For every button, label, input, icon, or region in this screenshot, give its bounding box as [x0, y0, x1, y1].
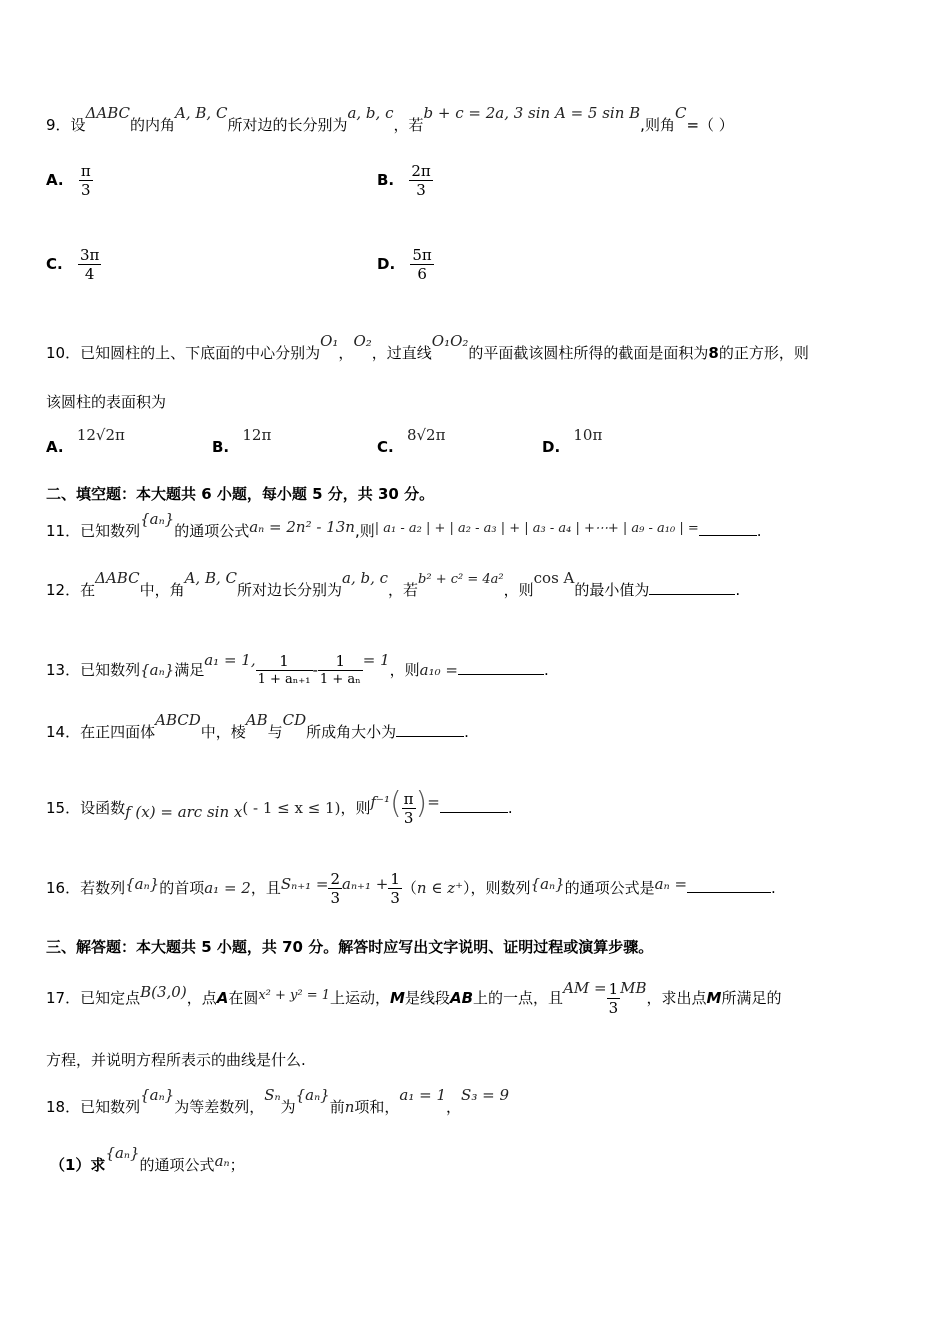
- math-angles: A, B, C: [184, 569, 237, 587]
- text: .: [756, 522, 762, 540]
- text: 在正四面体: [80, 723, 156, 741]
- answer-blank[interactable]: [396, 736, 464, 737]
- math-sides: a, b, c: [347, 104, 394, 122]
- numerator: 2π: [411, 162, 431, 180]
- text: （: [401, 879, 417, 897]
- question-18: [46, 1086, 910, 1117]
- bold-point: M: [390, 989, 405, 1007]
- math-sequence: {aₙ}: [105, 1144, 140, 1162]
- question-15: [46, 782, 910, 826]
- numerator: 1: [608, 980, 619, 998]
- math-condition: b + c = 2a, 3 sin A = 5 sin B: [423, 104, 641, 122]
- math-n: n: [344, 1098, 355, 1116]
- math-ratio: AM =: [563, 979, 607, 997]
- text: 中，角: [139, 581, 185, 599]
- question-10-line-2: [46, 392, 910, 412]
- option-label: C.: [46, 255, 63, 273]
- option-d[interactable]: [542, 426, 603, 456]
- question-number: 9．: [46, 116, 71, 134]
- text: 已知定点: [80, 989, 141, 1007]
- fraction: [79, 162, 93, 199]
- math-a10: a₁₀ =: [419, 661, 458, 679]
- math-mb: MB: [620, 979, 647, 997]
- option-label: B.: [212, 438, 230, 456]
- question-10: [46, 332, 910, 363]
- text: 的通项公式: [174, 522, 250, 540]
- text: 上的一点，且: [473, 989, 564, 1007]
- text: 设: [70, 116, 86, 134]
- text: ；: [229, 1156, 245, 1174]
- question-number: 17．: [46, 989, 81, 1007]
- text: 的内角: [130, 116, 176, 134]
- question-number: 13．: [46, 661, 81, 679]
- section-heading-solutions: 三、解答题：本大题共 5 小题，共 70 分。解答时应写出文字说明、证明过程或演算步骤。: [46, 938, 654, 956]
- math-domain: n ∈ z⁺: [416, 879, 464, 897]
- text: 已知数列: [80, 522, 141, 540]
- math-s3: S₃ = 9: [461, 1086, 509, 1104]
- text: .: [735, 581, 741, 599]
- numerator: 1: [390, 870, 400, 888]
- denominator: 3: [80, 181, 91, 199]
- math-sequence: {aₙ}: [140, 1086, 175, 1104]
- section-heading-fill-in: 二、填空题：本大题共 6 小题，每小题 5 分，共 30 分。: [46, 485, 435, 503]
- math-edge-ab: AB: [245, 711, 268, 729]
- denominator: 3: [330, 889, 341, 907]
- answer-blank[interactable]: [440, 812, 508, 813]
- text: .: [771, 879, 776, 897]
- math-sn: Sₙ: [264, 1086, 281, 1104]
- math-domain: ( - 1 ≤ x ≤ 1): [242, 799, 341, 817]
- text: 为: [280, 1098, 296, 1116]
- text: 已知数列: [80, 1098, 141, 1116]
- option-a[interactable]: [46, 162, 93, 199]
- denominator: 3: [390, 889, 400, 907]
- question-13: [46, 650, 910, 690]
- answer-blank[interactable]: [649, 594, 735, 595]
- question-17-line-2: [46, 1050, 910, 1070]
- denominator: 3: [608, 999, 619, 1017]
- denominator: 3: [403, 809, 414, 827]
- option-b[interactable]: [212, 426, 272, 456]
- text: ，: [446, 1098, 462, 1116]
- text: 是线段: [404, 989, 450, 1007]
- question-9: [46, 104, 910, 135]
- text: 满足: [174, 661, 205, 679]
- fraction: [607, 980, 621, 1017]
- math-equals: = 1: [362, 651, 390, 669]
- denominator: 4: [84, 265, 95, 283]
- text: ，若: [388, 581, 419, 599]
- math-point-b: B(3,0): [140, 983, 187, 1001]
- math-an: aₙ =: [654, 875, 688, 893]
- text: ，若: [393, 116, 424, 134]
- text: 设函数: [80, 799, 126, 817]
- option-label: C.: [377, 438, 394, 456]
- text: 该圆柱的表面积为: [46, 393, 167, 411]
- math-angles: A, B, C: [175, 104, 228, 122]
- math-o2: O₂: [353, 332, 372, 350]
- question-11: [46, 510, 910, 543]
- question-number: 14．: [46, 723, 81, 741]
- math-condition: b² + c² = 4a²: [418, 572, 504, 587]
- text: .: [464, 723, 469, 741]
- denominator: 3: [416, 181, 426, 199]
- text: 为等差数列，: [174, 1098, 265, 1116]
- denominator: 1 + aₙ₊₁: [257, 672, 311, 687]
- question-12: [46, 569, 910, 602]
- text: 的平面截该圆柱所得的截面是面积为: [468, 344, 709, 362]
- text: ，过直线: [371, 344, 432, 362]
- option-c[interactable]: [377, 426, 446, 456]
- text: 所对边的长分别为: [227, 116, 348, 134]
- text: 的首项: [159, 879, 205, 897]
- option-b[interactable]: [377, 162, 433, 199]
- text: ，点: [186, 989, 217, 1007]
- math-equals: =: [427, 793, 440, 811]
- text: 的通项公式是: [564, 879, 655, 897]
- bold-point: A: [216, 989, 229, 1007]
- math-cos: cos A: [533, 569, 575, 587]
- text: ,则角: [640, 116, 675, 134]
- text: 若数列: [80, 879, 126, 897]
- text: 所对边长分别为: [236, 581, 342, 599]
- numerator: 1: [256, 652, 313, 671]
- text: ，则: [389, 661, 420, 679]
- text: 中，棱: [200, 723, 246, 741]
- fraction: [409, 162, 432, 199]
- denominator: 1 + aₙ: [319, 672, 361, 687]
- math-triangle: ΔABC: [85, 104, 131, 122]
- text: 的最小值为: [574, 581, 650, 599]
- text: 项和，: [354, 1098, 400, 1116]
- paren-right-icon: ): [415, 786, 428, 821]
- option-value: 12√2π: [76, 426, 125, 444]
- math-inverse: f⁻¹: [370, 793, 390, 811]
- question-number: 16．: [46, 879, 81, 897]
- math-function: f (x) = arc sin x: [125, 803, 243, 821]
- text: 的通项公式: [139, 1156, 215, 1174]
- numerator: π: [403, 790, 414, 808]
- question-number: 15．: [46, 799, 81, 817]
- option-label: D.: [377, 255, 396, 273]
- question-16: [46, 866, 910, 910]
- math-sequence: {aₙ}: [125, 875, 160, 893]
- math-an: aₙ: [214, 1152, 230, 1170]
- math-line: O₁O₂: [431, 332, 469, 350]
- answer-blank[interactable]: [699, 535, 757, 536]
- math-triangle: ΔABC: [95, 569, 140, 587]
- question-number: 11．: [46, 522, 81, 540]
- fraction: [410, 246, 433, 283]
- text: .: [507, 799, 513, 817]
- numerator: 2: [330, 870, 341, 888]
- math-o1: O₁: [320, 332, 339, 350]
- text: ，则: [340, 799, 371, 817]
- answer-blank[interactable]: [687, 892, 771, 893]
- bold-segment: AB: [450, 989, 474, 1007]
- math-tetrahedron: ABCD: [155, 711, 201, 729]
- question-14: [46, 711, 910, 742]
- math-formula: aₙ = 2n² - 13n: [249, 518, 355, 536]
- text: 上运动，: [330, 989, 391, 1007]
- text: ，则: [503, 581, 534, 599]
- numerator: π: [80, 162, 91, 180]
- bold-number: 8: [708, 344, 719, 362]
- option-d[interactable]: [377, 246, 434, 283]
- text: .: [543, 661, 549, 679]
- math-sequence: {aₙ}: [140, 510, 175, 528]
- text: =（ ）: [686, 116, 734, 134]
- option-c[interactable]: [46, 246, 101, 283]
- option-value: 8√2π: [406, 426, 446, 444]
- text: -: [312, 661, 318, 679]
- math-sequence: {aₙ}: [140, 661, 175, 679]
- text: ，求出点: [646, 989, 707, 1007]
- numerator: 5π: [412, 246, 432, 264]
- text: 已知数列: [80, 661, 141, 679]
- text: 方程，并说明方程所表示的曲线是什么.: [46, 1051, 306, 1069]
- question-18-part-1: [50, 1144, 910, 1175]
- text: 在圆: [228, 989, 259, 1007]
- bold-point: M: [706, 989, 722, 1007]
- math-sum: Sₙ₊₁ =: [280, 875, 329, 893]
- option-label: A.: [46, 438, 64, 456]
- math-angle-c: C: [674, 104, 687, 122]
- option-value: 12π: [242, 426, 272, 444]
- denominator: 6: [417, 265, 427, 283]
- math-sides: a, b, c: [342, 569, 389, 587]
- numerator: 1: [318, 652, 363, 671]
- question-17: [46, 978, 910, 1018]
- text: 的正方形，则: [718, 344, 809, 362]
- fraction: [78, 246, 101, 283]
- text: ,则: [354, 522, 375, 540]
- text: ，: [338, 344, 354, 362]
- paren-left-icon: (: [389, 786, 402, 821]
- answer-blank[interactable]: [458, 674, 544, 675]
- math-edge-cd: CD: [282, 711, 307, 729]
- numerator: 3π: [79, 246, 100, 264]
- option-label: D.: [542, 438, 561, 456]
- math-term: aₙ₊₁ +: [342, 875, 389, 893]
- option-label: A.: [46, 171, 64, 189]
- text: 所成角大小为: [306, 723, 397, 741]
- sub-question-label: （1）求: [50, 1156, 106, 1174]
- option-value: 10π: [573, 426, 603, 444]
- math-sequence: {aₙ}: [295, 1086, 330, 1104]
- fraction: [318, 652, 363, 689]
- math-initial: a₁ = 2: [204, 879, 251, 897]
- text: ，且: [250, 879, 281, 897]
- math-sequence: {aₙ}: [530, 875, 565, 893]
- math-a1: a₁ = 1: [399, 1086, 447, 1104]
- fraction: [256, 652, 313, 689]
- question-number: 12．: [46, 581, 81, 599]
- text: ），则数列: [463, 879, 531, 897]
- fraction: [388, 870, 402, 907]
- text: 与: [267, 723, 283, 741]
- fraction: [402, 790, 416, 827]
- math-sum: | a₁ - a₂ | + | a₂ - a₃ | + | a₃ - a₄ | +⋯+ | a₉ - a₁₀ | =: [374, 521, 699, 536]
- text: 所满足的: [721, 989, 782, 1007]
- fraction: [328, 870, 342, 907]
- text: 在: [80, 581, 96, 599]
- question-number: 18．: [46, 1098, 81, 1116]
- option-label: B.: [377, 171, 395, 189]
- text: 前: [329, 1098, 345, 1116]
- math-initial: a₁ = 1,: [204, 651, 256, 669]
- math-circle: x² + y² = 1: [258, 988, 331, 1003]
- option-a[interactable]: [46, 426, 125, 456]
- text: 已知圆柱的上、下底面的中心分别为: [80, 344, 321, 362]
- question-number: 10．: [46, 344, 81, 362]
